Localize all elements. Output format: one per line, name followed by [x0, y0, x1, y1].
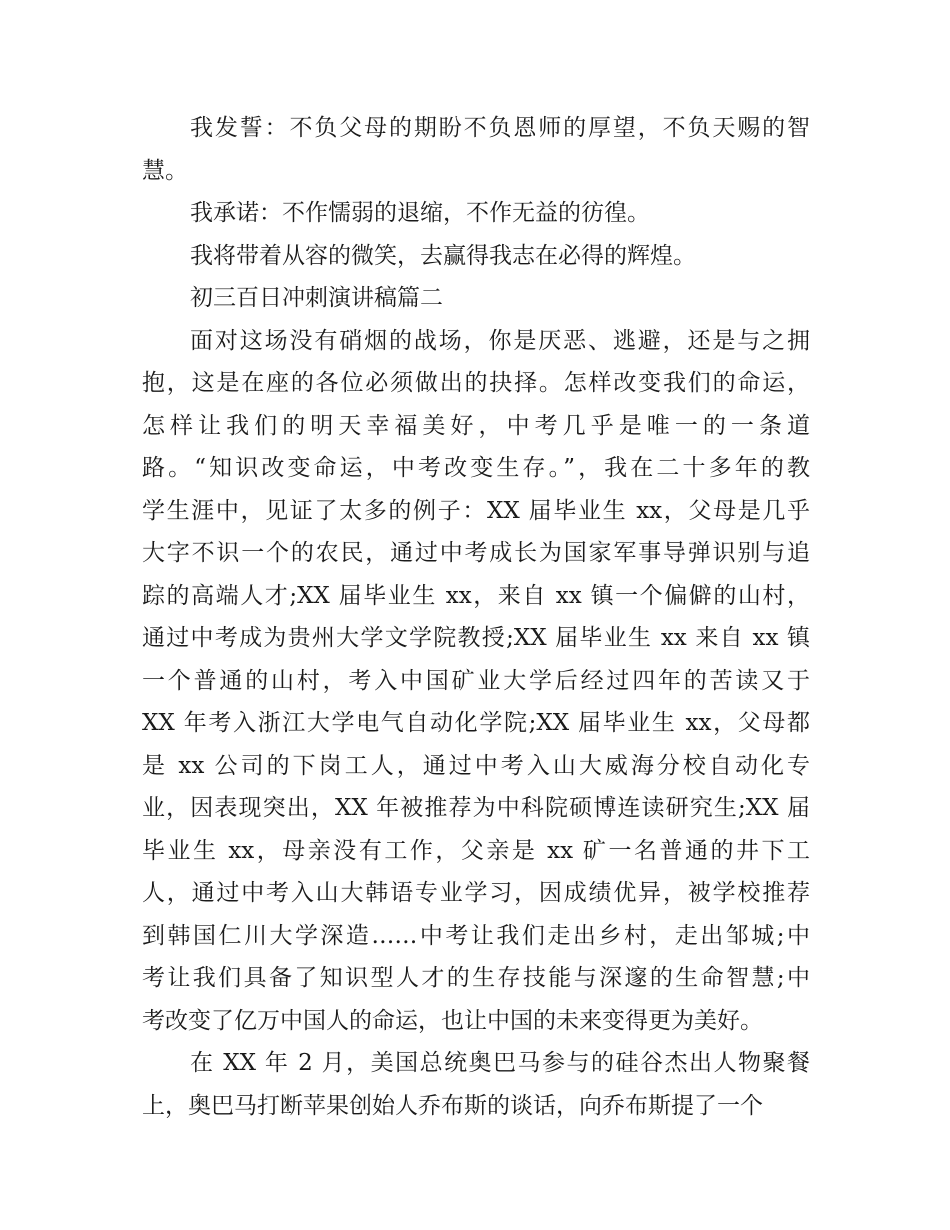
text-line: 我承诺：不作懦弱的退缩，不作无益的彷徨。: [190, 200, 650, 226]
text-line: 在 XX 年 2 月，美国总统奥巴马参与的硅谷杰出人物聚餐: [190, 1050, 810, 1076]
text-line: 上，奥巴马打断苹果创始人乔布斯的谈话，向乔布斯提了一个: [142, 1092, 763, 1119]
text-line: 我发誓：不负父母的期盼不负恩师的厚望，不负天赐的智: [190, 115, 810, 141]
text-line: 面对这场没有硝烟的战场，你是厌恶、逃避，还是与之拥: [190, 327, 810, 354]
text-line: 人，通过中考入山大韩语专业学习，因成绩优异，被学校推荐: [142, 880, 810, 906]
text-line: 慧。: [142, 157, 188, 184]
paragraph: [142, 235, 810, 278]
text-line: 到韩国仁川大学深造……中考让我们走出乡村，走出邹城;中: [142, 922, 810, 949]
text-line: 业，因表现突出，XX 年被推荐为中科院硕博连读研究生;XX 届: [142, 795, 810, 821]
paragraph: [142, 192, 810, 235]
paragraph: [142, 1042, 810, 1127]
text-line: 是 xx 公司的下岗工人，通过中考入山大威海分校自动化专: [142, 752, 810, 779]
text-line: 通过中考成为贵州大学文学院教授;XX 届毕业生 xx 来自 xx 镇: [142, 625, 810, 651]
text-line: 怎样让我们的明天幸福美好，中考几乎是唯一的一条道: [142, 412, 810, 439]
text-line: 抱，这是在座的各位必须做出的抉择。怎样改变我们的命运，: [142, 370, 810, 396]
text-line: 我将带着从容的微笑，去赢得我志在必得的辉煌。: [190, 242, 696, 269]
text-line: 考改变了亿万中国人的命运，也让中国的未来变得更为美好。: [142, 1007, 763, 1034]
text-line: 大字不识一个的农民，通过中考成长为国家军事导弹识别与追: [142, 540, 810, 566]
document-page: [142, 107, 810, 1127]
text-line: 考让我们具备了知识型人才的生存技能与深邃的生命智慧;中: [142, 965, 810, 991]
text-line: 学生涯中，见证了太多的例子：XX 届毕业生 xx，父母是几乎: [142, 497, 810, 524]
text-line: XX 年考入浙江大学电气自动化学院;XX 届毕业生 xx，父母都: [142, 710, 810, 736]
text-line: 初三百日冲刺演讲稿篇二: [190, 285, 443, 311]
text-line: 毕业生 xx，母亲没有工作，父亲是 xx 矿一名普通的井下工: [142, 837, 810, 864]
text-line: 路。“知识改变命运，中考改变生存。”，我在二十多年的教: [142, 455, 810, 481]
paragraph: [142, 320, 810, 1043]
text-line: 一个普通的山村，考入中国矿业大学后经过四年的苦读又于: [142, 667, 810, 694]
section-heading: [142, 277, 810, 320]
text-line: 踪的高端人才;XX 届毕业生 xx，来自 xx 镇一个偏僻的山村，: [142, 582, 810, 609]
paragraph: [142, 107, 810, 192]
